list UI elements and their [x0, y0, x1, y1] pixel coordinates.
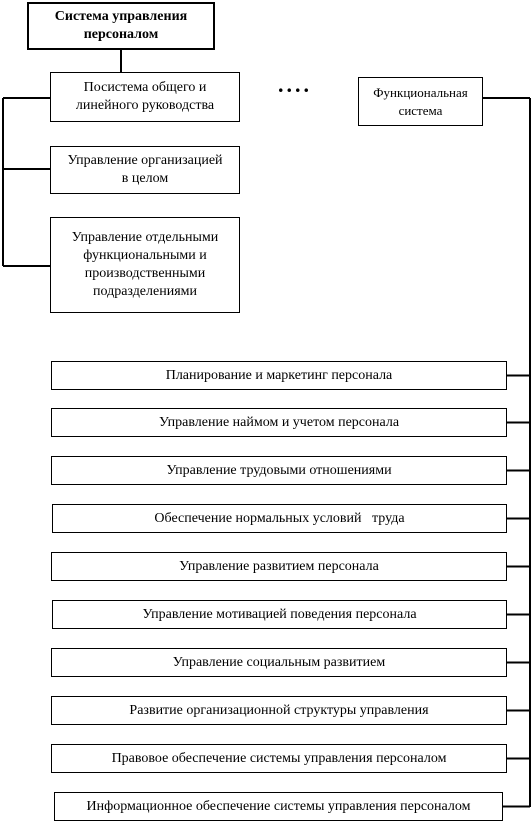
functional-item: Управление мотивацией поведения персонала	[52, 600, 507, 629]
functional-item: Развитие организационной структуры управления	[51, 696, 507, 725]
functional-item: Управление развитием персонала	[51, 552, 507, 581]
functional-system-box	[358, 77, 483, 126]
root-label: Система управления персоналом	[54, 9, 188, 42]
functional-system-label: Функциональная система	[373, 84, 468, 118]
ellipsis: ....	[278, 72, 312, 97]
functional-item: Правовое обеспечение системы управления персоналом	[51, 744, 507, 773]
general-management-subsystem-label: Посистема общего и линейного руководства	[75, 80, 215, 113]
functional-item: Управление социальным развитием	[51, 648, 507, 677]
departments-management-box	[50, 217, 240, 313]
functional-item: Информационное обеспечение системы управления персоналом	[54, 792, 503, 821]
root-box	[27, 2, 215, 50]
functional-item: Управление наймом и учетом персонала	[51, 408, 507, 437]
departments-management-label: Управление отдельными функциональными и производственными подразделениями	[71, 230, 219, 299]
functional-item: Управление трудовыми отношениями	[51, 456, 507, 485]
organization-management-label: Управление организацией в целом	[67, 153, 223, 186]
functional-item: Планирование и маркетинг персонала	[51, 361, 507, 390]
organization-management-box	[50, 146, 240, 194]
functional-item: Обеспечение нормальных условий труда	[52, 504, 507, 533]
general-management-subsystem-box	[50, 72, 240, 122]
